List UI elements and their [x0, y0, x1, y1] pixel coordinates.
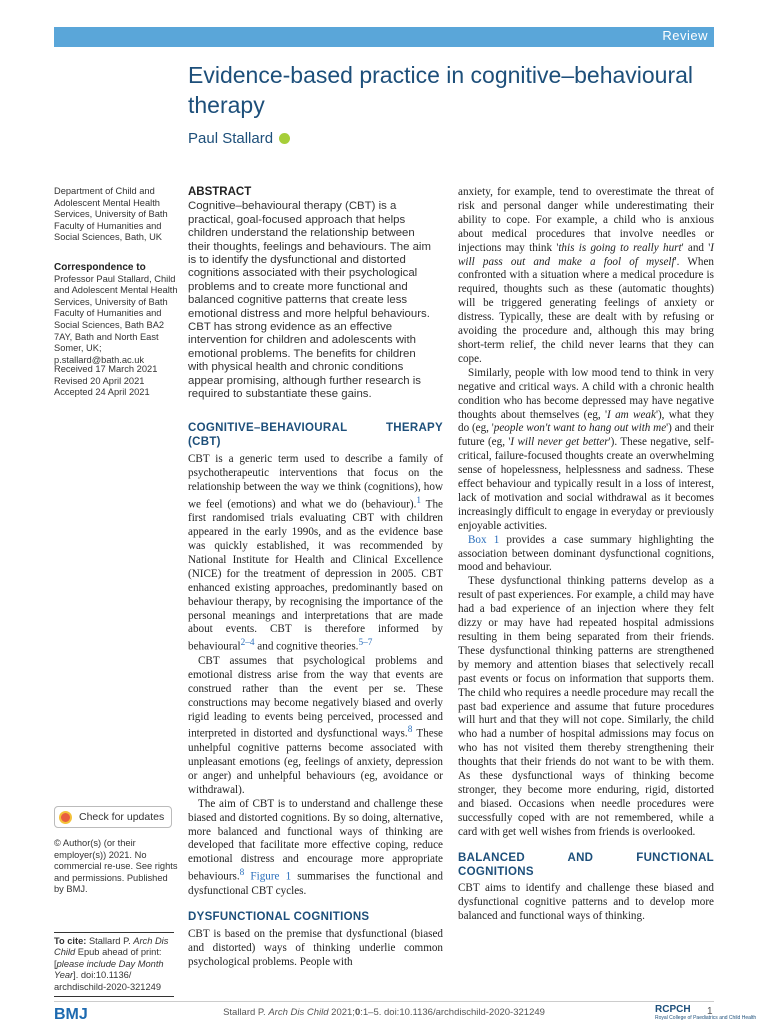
- page-number: 1: [707, 1006, 713, 1017]
- figure-link[interactable]: Figure 1: [244, 870, 292, 883]
- footer-citation: Stallard P. Arch Dis Child 2021;0:1–5. doi:10.1136/archdischild-2020-321249: [223, 1007, 545, 1018]
- box-link[interactable]: Box 1: [468, 533, 500, 546]
- correspondence-heading: Correspondence to: [54, 262, 146, 273]
- rcpch-logo: [655, 1005, 756, 1021]
- cite-author: Stallard P.: [86, 936, 131, 946]
- section-band: [54, 27, 714, 47]
- article-title: Evidence-based practice in cognitive–behavioural therapy: [188, 62, 694, 118]
- cite-doi: ]. doi:10.1136/ archdischild-2020-321249: [54, 970, 161, 992]
- rcpch-subtitle: Royal College of Paediatrics and Child Health: [655, 1015, 757, 1021]
- cite-journal: Arch Dis Child: [54, 936, 169, 958]
- footer-rule: [54, 1001, 714, 1002]
- copyright-text: © Author(s) (or their employer(s)) 2021. No commercial re-use. See rights and permissions. Published by BMJ.: [54, 838, 178, 895]
- affiliation-text: Department of Child and Adolescent Mental Health Services, University of Bath Faculty of Humanities and Social Sciences, Bath, UK: [54, 186, 168, 243]
- affiliation: [54, 186, 179, 244]
- right-column: [458, 186, 714, 924]
- correspondence: [54, 262, 179, 366]
- paragraph: anxiety, for example, tend to overestimate the threat of risk and personal danger while underestimating their ability to cope. For example, a child who is anxious about medical procedures that involve needles or injections may think 'this is going to really hurt' and 'I will pass out and make a fool of myself'. When confronted with a situation where a medical procedure is required, thoughts such as these (automatic thoughts) will be triggered generating feelings of anxiety or distress. Typically, these are dealt with by refusing or avoiding the procedure and, although this may bring short-term relief, the child never learns that they can cope.: [458, 186, 715, 365]
- correspondence-body: Professor Paul Stallard, Child and Adolescent Mental Health Services, University of Bath Faculty of Humanities and Social Sciences, Bath BA2 7AY, Bath and North East Somer, UK; p.stallard@bath.ac.uk: [54, 273, 178, 365]
- abstract: [188, 186, 434, 402]
- paragraph: Box 1 provides a case summary highlighting the association between dominant dysfunctional cognitions, mood and behaviour.: [458, 533, 714, 574]
- bmj-logo: BMJ: [54, 1006, 88, 1023]
- revised-date: Revised 20 April 2021: [54, 375, 145, 386]
- reference-link[interactable]: 2–4: [240, 638, 255, 649]
- check-updates-label: Check for updates: [79, 811, 165, 823]
- paragraph: The aim of CBT is to understand and challenge these biased and distorted cognitions. By so doing, alternative, more balanced and functional ways of thinking are developed that facilitate more effective coping, reduce emotional distress and encourage more appropriate behaviours.$^8$ Figure 1 summarises the functional and dysfunctional CBT cycles.: [188, 797, 443, 897]
- reference-link[interactable]: 5–7: [358, 638, 373, 649]
- paragraph: Similarly, people with low mood tend to think in very negative and critical ways. A child with a chronic health condition who has become depressed may have negative thoughts about themselves (eg, 'I am weak'), what they do (eg, 'people won't want to hang out with me') and their future (eg, 'I will never get better'). These negative, self-critical, failure-focused thoughts create an overwhelming sense of hopelessness, helplessness and sadness. These effect behaviour and typically result in a loss of interest, lack of motivation and social withdrawal as it becomes increasingly difficult to engage in everyday or previously enjoyable activities.: [458, 366, 714, 532]
- rcpch-text: RCPCH: [655, 1004, 691, 1015]
- paragraph: CBT is a generic term used to describe a family of psychotherapeutic interventions that focus on the relationship between the way we think (cognitions), how we feel (emotions) and what we do (behaviour).$^1$ The first randomised trials evaluating CBT with children appeared in the early 1990s, and as the evidence base was quickly established, it was recommended by National Institute for Health and Clinical Excellence (NICE) for the treatment of depression in 2005. CBT enhanced existing approaches, predominantly based on behaviour therapy, by recognising the importance of the personal meanings and interpretations that are made about events. CBT is therefore informed by behavioural$^{2-4}$ and cognitive theories.$^{5-7}$: [188, 452, 443, 654]
- abstract-heading: ABSTRACT: [188, 186, 252, 198]
- reference-link[interactable]: 1: [416, 495, 422, 506]
- section-heading-cbt: COGNITIVE–BEHAVIOURAL THERAPY (CBT): [188, 422, 443, 448]
- paragraph: CBT is based on the premise that dysfunctional (biased and distorted) ways of thinking underlie common psychological problems. People with: [188, 927, 443, 968]
- paragraph: CBT assumes that psychological problems and emotional distress arise from the way that events are construed rather than the event per se. These constructions may become negatively biased and overly rigid leading to events being perceived, processed and interpreted in distorted and dysfunctional ways.$^8$ These unhelpful cognitive patterns become associated with unpleasant emotions (eg, feelings of anxiety, depression or anger) and unhelpful behaviours (eg, avoidance or withdrawal).: [188, 654, 443, 796]
- cite-box: [54, 932, 174, 997]
- accepted-date: Accepted 24 April 2021: [54, 387, 150, 398]
- author-name: Paul Stallard: [188, 130, 274, 147]
- orcid-icon[interactable]: [279, 133, 290, 144]
- cite-epub: Epub ahead of print: [: [54, 947, 162, 969]
- crossmark-icon: [59, 811, 72, 824]
- section-label: Review: [662, 28, 708, 43]
- paragraph: CBT aims to identify and challenge these biased and dysfunctional cognitive patterns and to develop more balanced and functional ways of thinking.: [458, 882, 714, 923]
- author-line: [188, 130, 290, 147]
- check-for-updates-button[interactable]: [54, 806, 172, 828]
- section-heading-balanced: BALANCED AND FUNCTIONAL COGNITIONS: [458, 851, 714, 878]
- reference-link[interactable]: 8: [407, 725, 413, 736]
- copyright-notice: [54, 838, 179, 896]
- left-column: [188, 422, 443, 969]
- paragraph: These dysfunctional thinking patterns develop as a result of past experiences. For example, a child may have had a bad experience of an injection where they felt dizzy or may have had repeated hospital admissions resulting in them being separated from their friends. These dysfunctional thinking patterns are strengthened by memory and attention biases that selectively recall past events or focus on information that supports them. The child who requires a needle procedure may recall the past bad experience and assume that future procedures will hurt and that they will not cope. Similarly, the child who had a number of hospital admissions may focus on who has not visited them thereby strengthening their thoughts that their friends do not want to be with them. As these dysfunctional ways of thinking become stronger, they become more enduring, rigid, distorted and biased. Occasions when needle procedures were successfully coped with are not remembered, while a card with get well wishes from friends is overlooked.: [458, 575, 714, 838]
- cite-label: To cite:: [54, 936, 87, 946]
- cite-placeholder: please include Day Month Year: [54, 958, 164, 981]
- received-date: Received 17 March 2021: [54, 364, 158, 374]
- history-dates: [54, 364, 179, 399]
- abstract-text: Cognitive–behavioural therapy (CBT) is a practical, goal-focused approach that helps children understand the relationship between their thoughts, feelings and behaviours. The aim is to identify the dysfunctional and distorted cognitions associated with their psychological problems and to create more functional and balanced cognitive patterns that create less emotional distress and more helpful behaviours. CBT has strong evidence as an effective intervention for children and adolescents with emotional problems. The benefits for children with physical health and chronic conditions appear promising, although further research is required to substantiate these gains.: [188, 200, 431, 401]
- reference-link[interactable]: 8: [239, 868, 245, 879]
- section-heading-dysfunctional: DYSFUNCTIONAL COGNITIONS: [188, 910, 370, 923]
